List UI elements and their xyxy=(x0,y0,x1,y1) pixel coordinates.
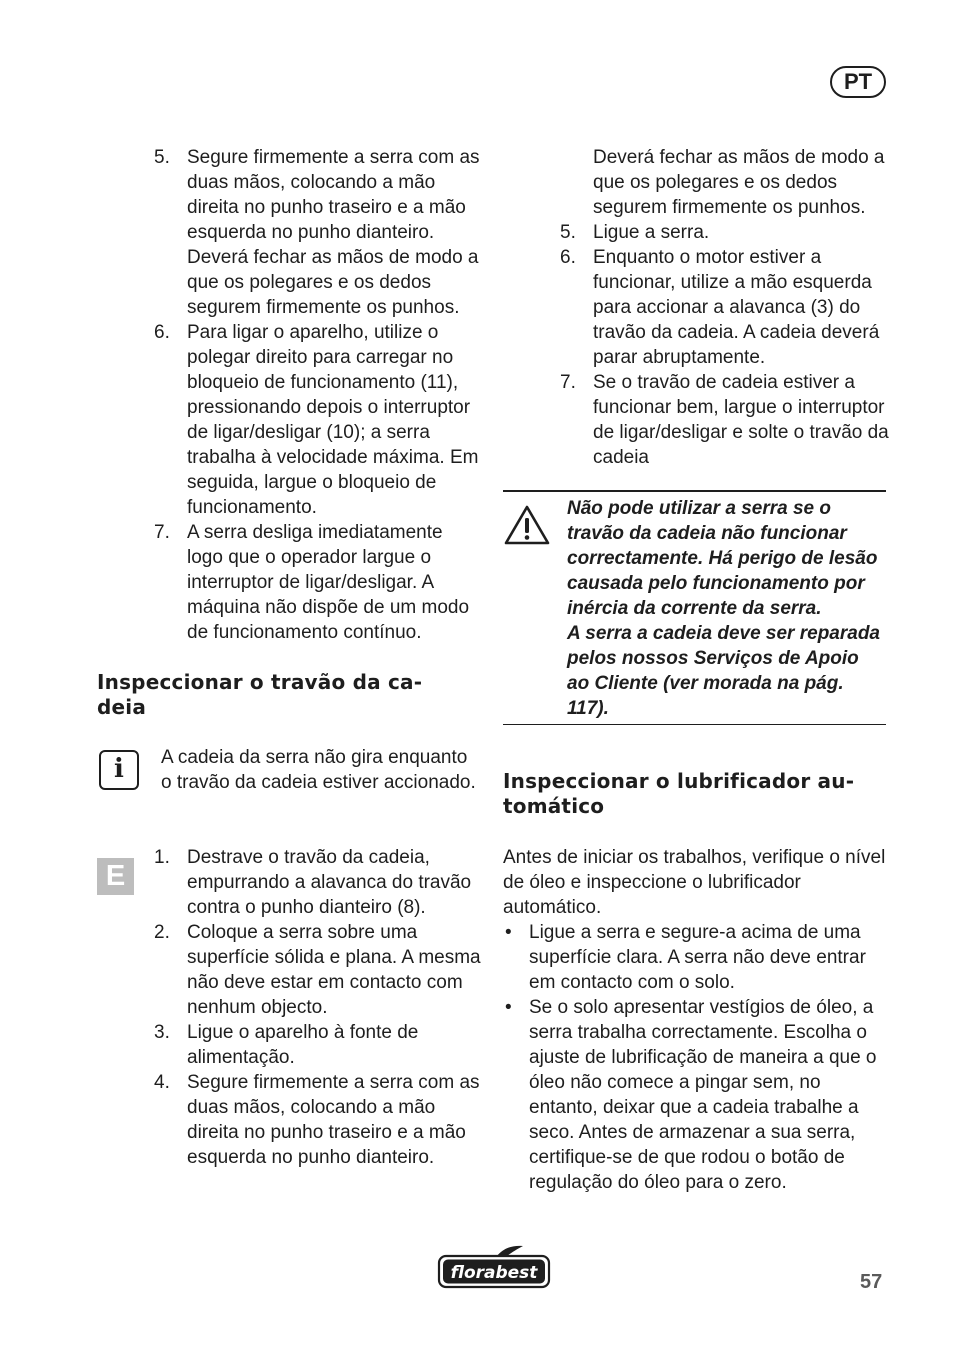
steps-list-c xyxy=(503,220,889,470)
intro-text: Antes de iniciar os trabalhos, verifique o nível de óleo e inspeccione o lubrificador automático. xyxy=(503,847,886,918)
list-item xyxy=(97,520,482,645)
warning-box xyxy=(503,490,886,725)
bullet-list xyxy=(503,920,889,1195)
step-text: Ligue o aparelho à fonte de alimentação. xyxy=(187,1022,419,1068)
continuation-text: Deverá fechar as mãos de modo a que os polegares e os dedos segurem firmemente os punhos. xyxy=(593,147,885,218)
list-item xyxy=(97,1070,482,1170)
step-number: 1. xyxy=(154,847,170,868)
step-text: Ligue a serra. xyxy=(593,222,710,243)
list-item xyxy=(97,145,482,320)
info-text: A cadeia da serra não gira enquanto o travão da cadeia estiver accionado. xyxy=(161,747,476,793)
step-number: 7. xyxy=(560,372,576,393)
list-item xyxy=(503,370,889,470)
step-number: 4. xyxy=(154,1072,170,1093)
right-column-lower xyxy=(503,845,889,1195)
bullet-text: Ligue a serra e segure-a acima de uma superfície clara. A serra não deve entrar em contacto com o solo. xyxy=(529,922,866,993)
step-text: Se o travão de cadeia estiver a funcionar bem, largue o interruptor de ligar/desligar e solte o travão da cadeia xyxy=(593,372,889,468)
step-text: Enquanto o motor estiver a funcionar, utilize a mão esquerda para accionar a alavanca (3) do travão da cadeia. A cadeia deverá parar abruptamente. xyxy=(593,247,880,368)
bullet-mark: • xyxy=(505,997,512,1018)
left-column xyxy=(97,145,482,645)
list-item xyxy=(503,995,889,1195)
step-number: 3. xyxy=(154,1022,170,1043)
page-number: 57 xyxy=(860,1271,883,1293)
steps-list-a xyxy=(97,145,482,645)
list-item xyxy=(97,320,482,520)
list-item xyxy=(97,920,482,1020)
section-heading-chain-brake: Inspeccionar o travão da ca- deia xyxy=(97,670,423,719)
step-number: 6. xyxy=(154,322,170,343)
warning-triangle-icon xyxy=(504,504,550,546)
step-number: 5. xyxy=(560,222,576,243)
step-text: Para ligar o aparelho, utilize o polegar direito para carregar no bloqueio de funcionamento (11), pressionando depois o interruptor de ligar/desligar (10); a serra trabalha à velocidade máxima. Em seguida, largue o bloqueio de funcionamento. xyxy=(187,322,479,518)
info-note xyxy=(97,745,482,795)
warning-paragraph-2: A serra a cadeia deve ser reparada pelos nossos Serviços de Apoio ao Cliente (ver morada na pág. 117). xyxy=(567,623,880,719)
bullet-text: Se o solo apresentar vestígios de óleo, a serra trabalha correctamente. Escolha o ajuste de lubrificação de maneira a que o óleo não comece a pingar sem, no entanto, deixar que a cadeia trabalhe a seco. Antes de armazenar a sua serra, certifique-se de que rodou o botão de regulação do óleo para o zero. xyxy=(529,997,877,1193)
warning-text xyxy=(567,496,886,721)
list-item xyxy=(503,245,889,370)
left-column-lower xyxy=(97,845,482,1170)
e-marker: E xyxy=(97,858,134,895)
step-number: 5. xyxy=(154,147,170,168)
language-badge: PT xyxy=(830,66,886,98)
right-column xyxy=(503,145,889,470)
step-text: Destrave o travão da cadeia, empurrando a alavanca do travão contra o punho dianteiro (8). xyxy=(187,847,472,918)
bullet-mark: • xyxy=(505,922,512,943)
brand-wordmark: florabest xyxy=(450,1263,538,1283)
step-text: Segure firmemente a serra com as duas mãos, colocando a mão direita no punho traseiro e a mão esquerda no punho dianteiro. Deverá fechar as mãos de modo a que os polegares e os dedos segurem firmemente os punhos. xyxy=(187,147,480,318)
step-text: A serra desliga imediatamente logo que o operador largue o interruptor de ligar/desligar. A máquina não dispõe de um modo de funcionamento contínuo. xyxy=(187,522,470,643)
list-item xyxy=(503,220,889,245)
list-item xyxy=(97,1020,482,1070)
step-number: 2. xyxy=(154,922,170,943)
info-icon: i xyxy=(99,750,139,790)
step-text: Segure firmemente a serra com as duas mãos, colocando a mão direita no punho traseiro e a mão esquerda no punho dianteiro. xyxy=(187,1072,480,1168)
step-number: 6. xyxy=(560,247,576,268)
step-number: 7. xyxy=(154,522,170,543)
list-item xyxy=(503,920,889,995)
step-text: Coloque a serra sobre uma superfície sólida e plana. A mesma não deve estar em contacto com nenhum objecto. xyxy=(187,922,481,1018)
section-heading-lubricator: Inspeccionar o lubrificador au- tomático xyxy=(503,769,855,818)
florabest-logo xyxy=(437,1244,553,1290)
list-item xyxy=(97,845,482,920)
steps-list-b xyxy=(97,845,482,1170)
warning-paragraph-1: Não pode utilizar a serra se o travão da cadeia não funcionar correctamente. Há perigo de lesão causada pelo funcionamento por inércia da corrente da serra. xyxy=(567,498,878,619)
